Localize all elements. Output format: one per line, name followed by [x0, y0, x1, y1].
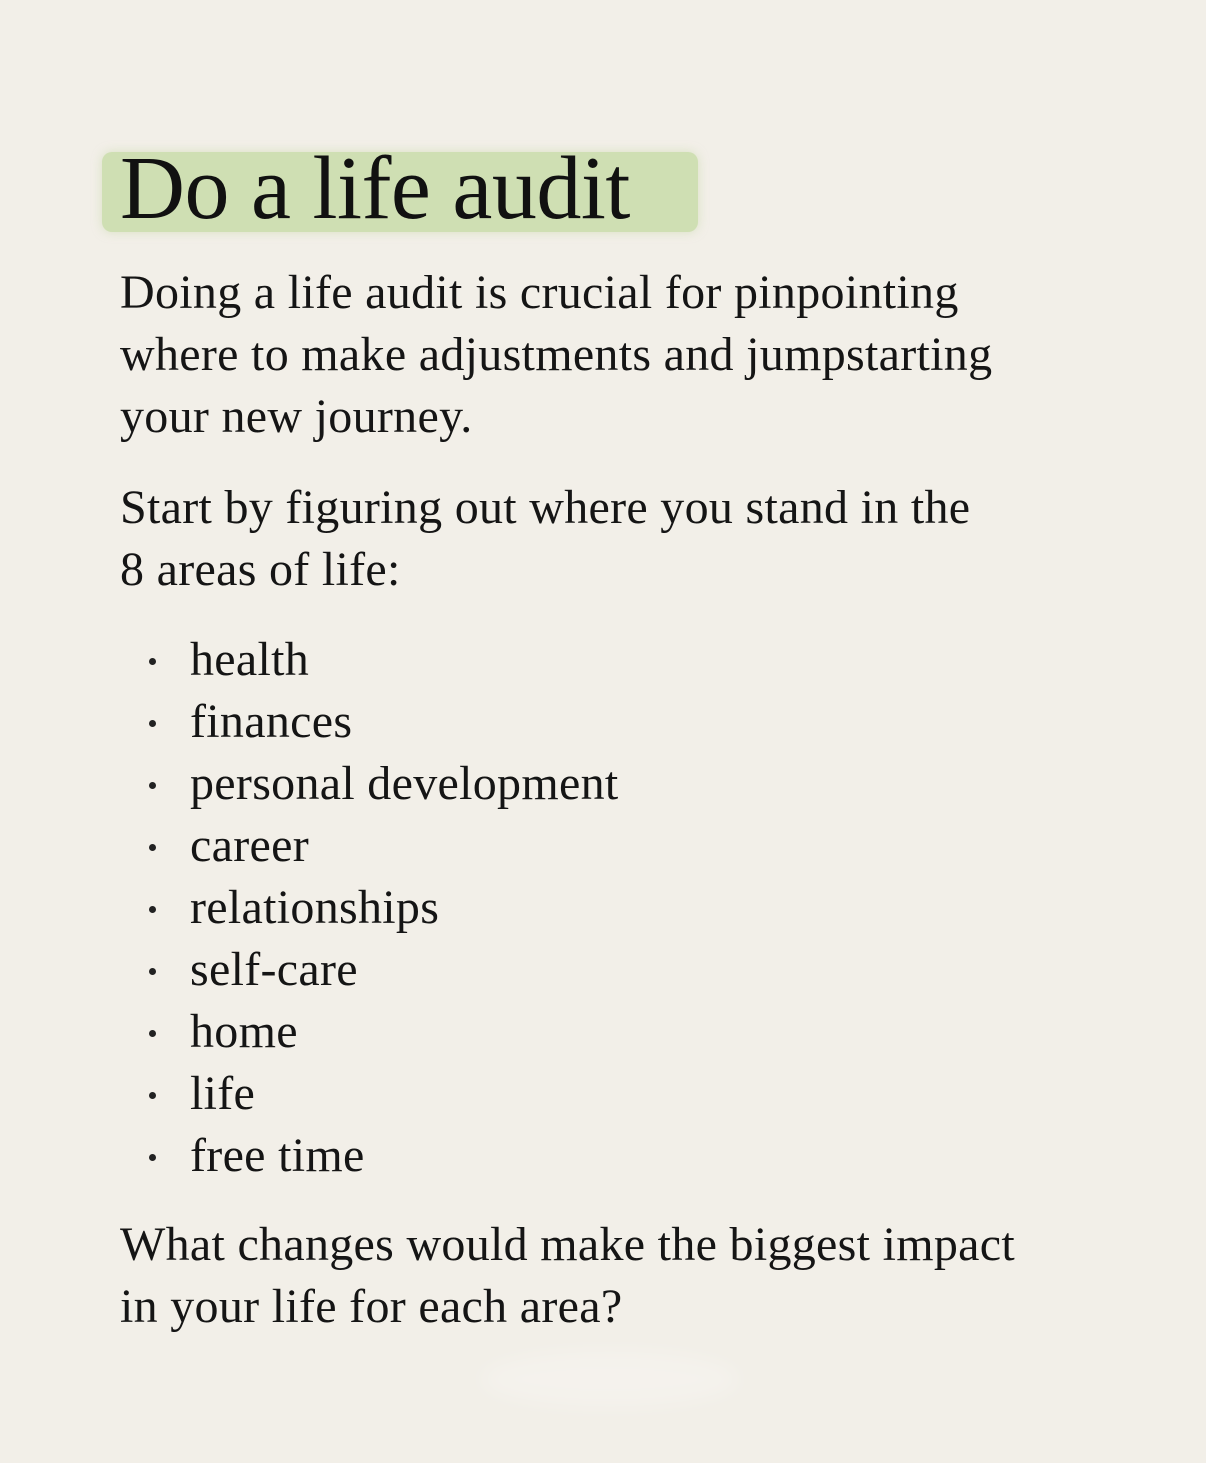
- bullet-icon: [149, 1154, 156, 1161]
- life-area-item: [120, 629, 820, 691]
- paper-texture-mark: [480, 1350, 740, 1408]
- bullet-icon: [149, 782, 156, 789]
- areas-intro-line-2: 8 areas of life:: [120, 543, 401, 596]
- life-area-label: career: [190, 819, 309, 872]
- intro-line-3: your new journey.: [120, 390, 473, 443]
- bullet-icon: [149, 720, 156, 727]
- question-line-1: What changes would make the biggest impact: [120, 1218, 1015, 1271]
- title-highlight: [102, 139, 698, 238]
- life-area-item: [120, 939, 820, 1001]
- intro-paragraph: [120, 262, 1110, 448]
- life-area-label: personal development: [190, 757, 619, 810]
- life-area-label: life: [190, 1067, 256, 1120]
- bullet-icon: [149, 906, 156, 913]
- life-area-item: [120, 815, 820, 877]
- bullet-icon: [149, 844, 156, 851]
- bullet-icon: [149, 968, 156, 975]
- life-area-item: [120, 1125, 820, 1187]
- intro-line-2: where to make adjustments and jumpstarting: [120, 328, 993, 381]
- intro-line-1: Doing a life audit is crucial for pinpointing: [120, 266, 959, 319]
- areas-intro-paragraph: [120, 477, 1110, 601]
- question-line-2: in your life for each area?: [120, 1280, 623, 1333]
- life-area-item: [120, 1001, 820, 1063]
- life-area-item: [120, 753, 820, 815]
- life-areas-list: [120, 629, 820, 1187]
- life-area-label: self-care: [190, 943, 358, 996]
- bullet-icon: [149, 1030, 156, 1037]
- life-area-item: [120, 877, 820, 939]
- closing-question: [120, 1214, 1140, 1338]
- bullet-icon: [149, 1092, 156, 1099]
- page-title: Do a life audit: [120, 139, 630, 238]
- life-area-label: relationships: [190, 881, 440, 934]
- life-area-label: free time: [190, 1129, 365, 1182]
- bullet-icon: [149, 658, 156, 665]
- areas-intro-line-1: Start by figuring out where you stand in the: [120, 481, 971, 534]
- life-area-item: [120, 1063, 820, 1125]
- life-area-item: [120, 691, 820, 753]
- life-area-label: finances: [190, 695, 353, 748]
- life-area-label: health: [190, 633, 310, 686]
- life-area-label: home: [190, 1005, 298, 1058]
